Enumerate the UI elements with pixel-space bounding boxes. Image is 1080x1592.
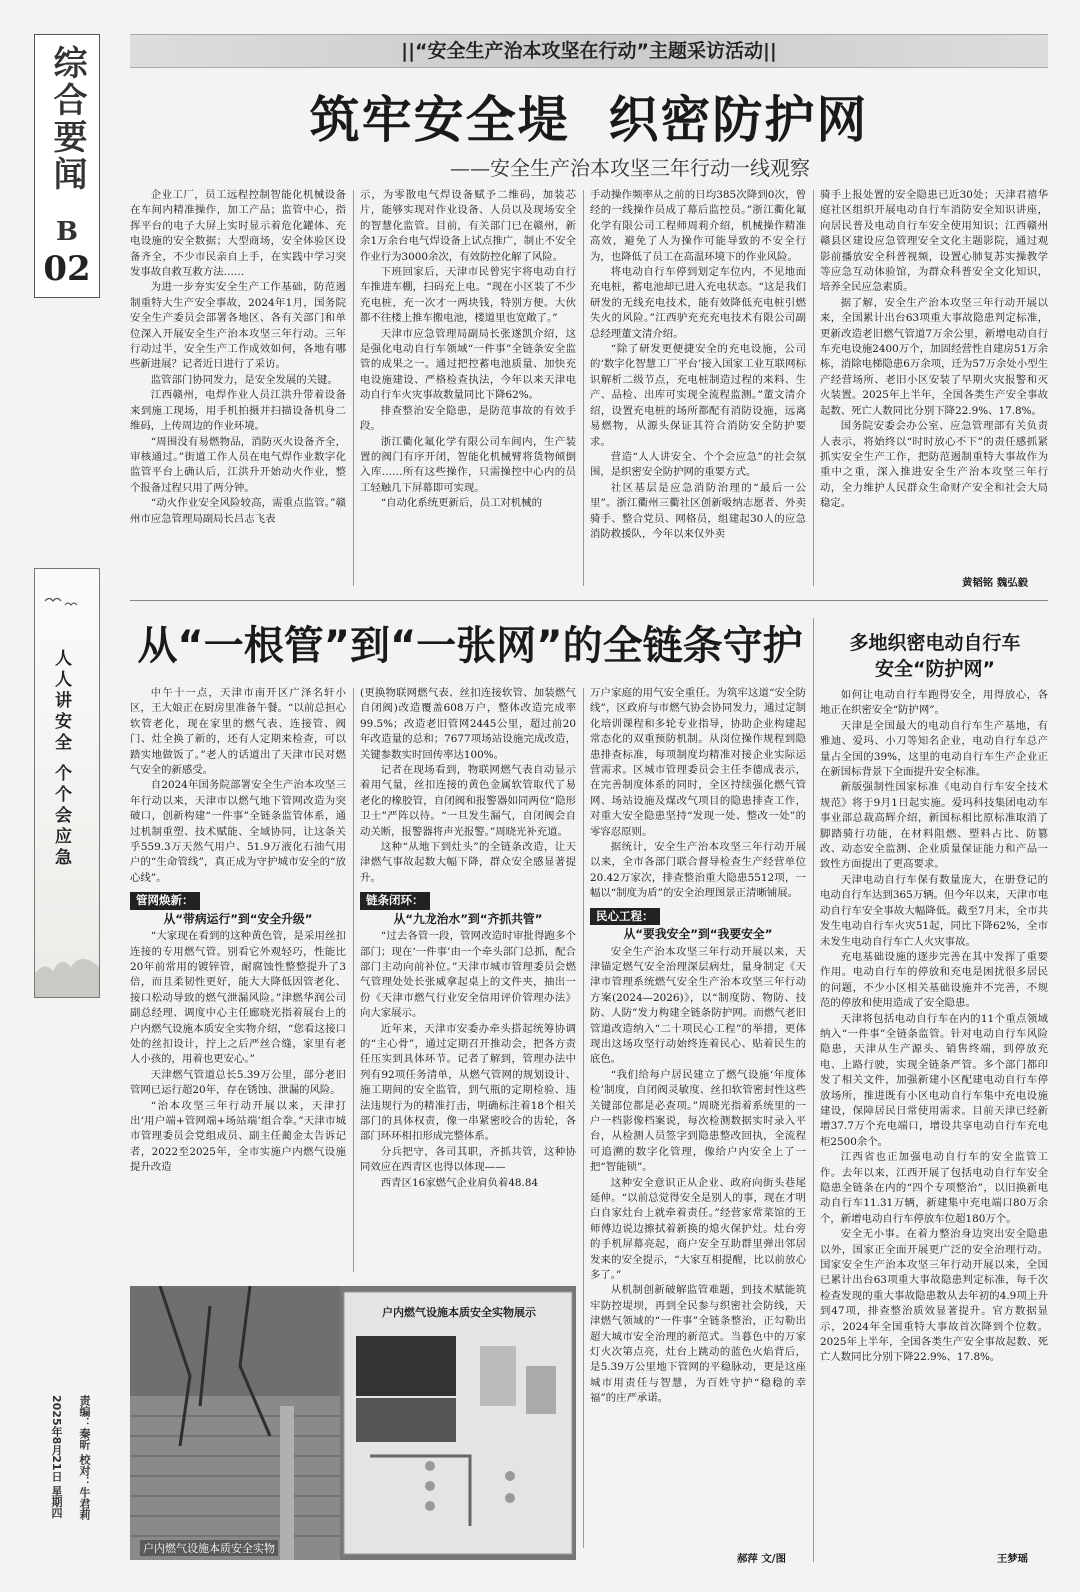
- photo-illustration: [130, 1286, 576, 1560]
- page-letter: B: [56, 217, 78, 247]
- article3-byline: 王梦瑶: [996, 1553, 1028, 1565]
- banner-text: ||“安全生产治本攻坚在行动”主题采访活动||: [401, 40, 777, 62]
- article2-col1: 中午十一点，天津市南开区广泽名轩小区，王大娘正在厨房里准备午餐。“以前总担心软管老化，现在家里的燃气表、连接管、阀门、灶全换了新的，还有人定期来检查，可以踏实地做饭了。”老人的话道出了天津市民对燃气安全的新感受。 自2024年国务院部署安全生产治本攻坚三年行动以来，天津市以燃气地下管网改造为突破口，创新构建“一件事”全链条监管体系，通过机制重塑、技术赋能、全域协同，让这条关乎559.3万天然气用户、51.9万液化石油气用户的“生命管线”，真正成为守护城市安全的“放心线”。 管网焕新： 从“带病运行”到“安全升级” “大家现在看到的这种黄色管，是采用丝扣连接的专用燃气管。别看它外观轻巧，性能比20年前常用的镀锌管，耐腐蚀性整整提升了3倍，而且柔韧性更好，能大大降低因管老化、接口松动导致的燃气泄漏风险。”津燃华润公司副总经理、调度中心主任廊晓光指着展台上的户内燃气设施本质安全实物介绍，“您看这接口处的丝扣设计，拧上之后严丝合缝，家里有老人小孩的，用着也更安心。” 天津燃气管道总长5.39万公里，部分老旧管网已运行超20年，存在锈蚀、泄漏的风险。 “治本攻坚三年行动开展以来，天津打出‘用户端+管网端+场站端’组合拳。”天津市城市管理委员会党组成员、副主任蔺金太告诉记者，2022至2025年，全市实施户内燃气设施提升改造: [130, 687, 346, 1174]
- article2-title: 从“一根管”到“一张网”的全链条守护: [137, 623, 803, 669]
- section-name: 综合要闻: [47, 45, 87, 193]
- article3-body: 如何让电动自行车跑得安全，用得放心，各地正在织密安全“防护网”。 天津是全国最大的电动自行车生产基地，有雅迪、爱玛、小刀等知名企业，电动自行车总产量占全国的39%，这里的电动自行车生产企业正在新国标背景下全面提升安全标准。 新版强制性国家标准《电动自行车安全技术规范》将于9月1日起实施。爱玛科技集团电动车事业部总裁高辉介绍，新国标相比原标准取消了脚踏骑行功能，在材料阻燃、塑料占比、防篡改、动态安全监测、企业质量保证能力和产品一致性方面提出了更高要求。 天津电动自行车保有数量庞大，在册登记的电动自行车达到365万辆。但今年以来，天津市电动自行车安全事故大幅降低。截至7月末，全市共发生电动自行车火灾51起，同比下降62%，全市未发生电动自行车亡人火灾事故。 充电基础设施的逐步完善在其中发挥了重要作用。电动自行车的停放和充电是困扰很多居民的问题，不少小区相关基础设施并不完善，不规范的停放和使用造成了安全隐患。 天津将包括电动自行车在内的11个重点领域纳入“一件事”全链条监管。针对电动自行车风险隐患，天津从生产源头、销售终端，到停放充电、上路行驶，实现全链条严管。多个部门都印发了相关文件，加强新建小区配建电动自行车停放场所，推进既有小区电动自行车集中充电设施建设，保障居民日常使用需求。目前天津已经新增37.7万个充电端口，增设共享电动自行车充电柜2500余个。 江西省也正加强电动自行车的安全监管工作。去年以来，江西开展了包括电动自行车安全隐患全链条在内的“四个专项整治”，以旧换新电动自行车11.31万辆，新建集中充电端口80万余个，新增电动自行车停放车位超180万个。 安全无小事。在着力整治身边突出安全隐患以外，国家正全面开展更广泛的安全治理行动。国家安全生产治本攻坚三年行动开展以来，全国已累计出台63项重大事故隐患判定标准，每千次检查发现的重大事故隐患数从去年初的4.9项上升到47项，排查整治质效显著提升。官方数据显示，2024年全国重特大事故首次降到个位数。2025年上半年，全国各类生产安全事故起数、死亡人数同比分别下降22.9%、17.8%。: [820, 689, 1048, 1364]
- editors-credit: 责编：秦昕 校对：牛君莉: [78, 1395, 91, 1520]
- article3-title-line2: 安全“防护网”: [875, 658, 995, 680]
- article1-title: 筑牢安全堤 织密防护网: [309, 91, 869, 149]
- article1-col1: 企业工厂，员工远程控制智能化机械设备在车间内精准操作，加工产品；监管中心，指挥平台的电子大屏上实时显示着危化罐体、充电设施的安全数据；大型商场，安全体验区设备齐全，不少市民亲自上手，在实践中学习突发事故自救互救方法…… 为进一步夯实安全生产工作基础，防范遏制重特大生产安全事故，2024年1月，国务院安全生产委员会部署各地区、各有关部门和单位深入开展安全生产治本攻坚三年行动。三年行动过半，安全生产工作成效如何，各地有哪些新进展？记者近日进行了采访。 监管部门协同发力，是安全发展的关键。 江西赣州，电焊作业人员江洪升带着设备来到施工现场，用手机拍摄并扫描设备机身二维码，上传周边的作业环境。 “周围没有易燃物品，消防灭火设备齐全，审核通过。”街道工作人员在电气焊作业数字化监管平台上确认后，江洪升开始动火作业，整个报备过程只用了两分钟。 “动火作业安全风险较高，需重点监管。”赣州市应急管理局副局长吕志飞表: [130, 189, 346, 525]
- section-tag: 管网焕新：: [130, 892, 200, 909]
- column-label: 人人讲安全 个个会应急: [51, 649, 71, 869]
- news-photo: [130, 1286, 576, 1560]
- article1-col3: 手动操作频率从之前的日均385次降到0次，曾经的一线操作员成了幕后监控员。”浙江衢化氟化学有限公司工程师周莉介绍，机械操作精准高效，避免了人为操作可能导致的不安全行为，也降低了员工在高温环境下的作业风险。 将电动自行车停到划定车位内，不见地面充电桩，蓄电池却已进入充电状态。“这是我们研发的无线充电技术，能有效降低充电桩引燃失火的风险。”江西驴充充充电技术有限公司副总经理董文清介绍。 “除了研发更便捷安全的充电设施，公司的‘数字化智慧工厂平台’接入国家工业互联网标识解析二级节点，充电桩制造过程的来料、生产、品检、出库可实现全流程监测。”董文清介绍，设置充电桩的场所都配有消防设施，远离易燃物，从源头保证其符合消防安全防护要求。 营造“人人讲安全、个个会应急”的社会氛围，是织密安全防护网的重要方式。 社区基层是应急消防治理的“最后一公里”。浙江衢州三衢社区创新吸纳志愿者、外卖骑手、整合党员、网格员，组建起30人的应急消防救援队，今年以来仅外卖: [590, 189, 806, 540]
- photo-caption: 户内燃气设施本质安全实物: [140, 1540, 278, 1556]
- section-tag: 链条闭环：: [360, 892, 430, 909]
- issue-date: 2025年8月21日 星期四: [50, 1395, 63, 1519]
- article3-title-line1: 多地织密电动自行车: [849, 632, 1021, 654]
- section-masthead: [34, 34, 100, 298]
- page-number: 02: [43, 249, 91, 289]
- article2-byline: 郝萍 文/图: [737, 1553, 786, 1565]
- article2-col3: 万户家庭的用气安全重任。为筑牢这道“安全防线”，区政府与市燃气协会协同发力，通过定制化培训课程和多轮专业指导，协助企业构建起常态化的双重预防机制。从岗位操作规程到隐患排查标准，每项制度均精准对接企业实际运营需求。区城市管理委员会主任李德成表示，在完善制度体系的同时，全区持续强化燃气管网、场站设施及煤改气项目的隐患排查工作，对重大安全隐患坚持“发现一处、整改一处”的零容忍原则。 据统计，安全生产治本攻坚三年行动开展以来，全市各部门联合督导检查生产经营单位20.42万家次，排查整治重大隐患5512项，一幅以“制度为盾”的安全治理图景正清晰铺展。 民心工程： 从“要我安全”到“我要安全” 安全生产治本攻坚三年行动开展以来，天津锚定燃气安全治理深层病灶，量身制定《天津市管理系统燃气安全生产治本攻坚三年行动方案(2024—2026)》，以“制度防、物防、技防、人防”发力构建全链条防护网。而燃气老旧管道改造纳入“二十项民心工程”的举措，更体现出这场攻坚行动始终连着民心、贴着民生的底色。 “我们给每户居民建立了燃气设施‘年度体检’制度，自闭阀灵敏度、丝扣软管密封性这些关键部位都是必查项。”周晓光指着系统里的一户一档影像档案说，每次检测数据实时录入平台，从检测人员签字到隐患整改回执，全流程可追溯的数字化管理，像给户内安全上了一把“智能锁”。 这种安全意识正从企业、政府向街头巷尾延伸。“以前总觉得安全是别人的事，现在才明白自家灶台上就牵着责任。”经营家常菜馆的王师傅边说边擦拭着新换的熄火保护灶。灶台旁的手机屏幕亮起，商户安全互助群里弹出邻居发来的安全提示，“大家互相提醒，比以前放心多了。” 从机制创新破解监管难题，到技术赋能筑牢防控堤坝，再到全民参与织密社会防线，天津燃气领域的“一件事”全链条整治，正勾勒出超大城市安全治理的新范式。当暮色中的万家灯火次第点亮，灶台上跳动的蓝色火焰背后，是5.39万公里地下管网的平稳脉动，更是这座城市用责任与智慧，为百姓守护“稳稳的幸福”的庄严承诺。: [590, 687, 806, 1405]
- section-subhead: 从“要我安全”到“我要安全”: [623, 927, 773, 942]
- article1-subtitle: ——安全生产治本攻坚三年行动一线观察: [450, 156, 810, 180]
- article1-col2: 示，为零散电气焊设备赋予二维码，加装芯片，能够实现对作业设备、人员以及现场安全的智慧化监管。目前，有关部门已在赣州，新余1万余台电气焊设备上试点推广，制止不安全作业行为3000余次，有效防控化解了风险。 下班回家后，天津市民曾宪宇将电动自行车推进车棚，扫码充上电。“现在小区装了不少充电桩，充一次才一两块钱，特别方便。大伙都不往楼上推车搬电池，楼道里也宽敞了。” 天津市应急管理局副局长张遂凯介绍，这是强化电动自行车领域“一件事”全链条安全监管的成果之一。通过把控蓄电池质量、加快充电设施建设、严格检查执法，今年以来天津电动自行车火灾事故数量同比下降62%。 排查整治安全隐患，是防范事故的有效手段。 浙江衢化氟化学有限公司车间内，生产装置的阀门有序开闭，智能化机械臂将货物倾倒入库……所有这些操作，只需操控中心内的员工轻触几下屏幕即可实现。 “自动化系统更新后，员工对机械的: [360, 189, 576, 510]
- section-subhead: 从“九龙治水”到“齐抓共管”: [393, 911, 543, 926]
- article1-byline: 黄韬铭 魏弘毅: [962, 577, 1028, 589]
- theme-banner: [130, 34, 1048, 68]
- section-subhead: 从“带病运行”到“安全升级”: [163, 911, 313, 926]
- column-label-box: [34, 568, 100, 998]
- birds-icon: [43, 593, 83, 609]
- mountain-icon: [35, 937, 99, 997]
- section-tag: 民心工程：: [590, 908, 660, 925]
- article1-col4: 骑手上报处置的安全隐患已近30处；天津君禧华庭社区组织开展电动自行车消防安全知识讲座，向居民普及电动自行车安全使用知识；江西赣州赣县区建设应急管理安全文化主题影院，通过观影前播放安全科普视频，设置心肺复苏实操教学等应急互动体验馆，为群众科普安全文化知识，培养全民应急素质。 据了解，安全生产治本攻坚三年行动开展以来，全国累计出台63项重大事故隐患判定标准，更新改造老旧燃气管道7万余公里，新增电动自行车充电设施2400万个，加固经营性自建房51万余栋，消除电梯隐患6万余项，迁为57万余处小型生产经营场所、老旧小区安装了早期火灾报警和灭火装置。2025年上半年，全国各类生产安全事故起数、死亡人数同比分别下降22.9%、17.8%。 国务院安委会办公室、应急管理部有关负责人表示，将始终以“时时放心不下”的责任感抓紧抓实安全生产工作，把防范遏制重特大事故作为重中之重，深入推进安全生产治本攻坚三年行动，全力维护人民群众生命财产安全和社会大局稳定。: [820, 189, 1048, 510]
- article2-col2: (更换物联网燃气表、丝扣连接软管、加装燃气自闭阀)改造覆盖608万户，整体改造完成率99.5%；改造老旧管网2445公里，超过前20年改造量的总和；7677项场站设施完成改造，关键参数实时回传率达100%。 记者在现场看到，物联网燃气表自动显示着用气量，丝扣连接的黄色金属软管取代了易老化的橡胶管，自闭阀和报警器如同两位“隐形卫士”严阵以待。“一旦发生漏气，自闭阀会自动关断，报警器将声光报警。”周晓光补充道。 这种“从地下到灶头”的全链条改造，让天津燃气事故起数大幅下降，群众安全感显著提升。 链条闭环： 从“九龙治水”到“齐抓共管” “过去各管一段，管网改造时审批得跑多个部门；现在‘一件事’由一个牵头部门总抓，配合部门主动向前补位。”天津市城市管理委员会燃气管理处处长张威拿起桌上的文件夹，抽出一份《天津市燃气行业安全信用评价管理办法》向大家展示。 近年来，天津市安委办牵头搭起统筹协调的“主心骨”，通过定期召开推动会，把各方责任压实到具体环节。记者了解到，管理办法中列有92项任务清单，从燃气管网的规划设计、施工期间的安全监管，到气瓶的定期检验、违法违规行为的精准打击，明确标注着18个相关部门的具体权责，像一串紧密咬合的齿轮，各部门环环相扣形成完整体系。 分兵把守，各司其职，齐抓共管，这种协同效应在西青区也得以体现—— 西青区16家燃气企业肩负着48.84: [360, 687, 576, 1189]
- photo-panel-title: 户内燃气设施本质安全实物展示: [382, 1306, 536, 1319]
